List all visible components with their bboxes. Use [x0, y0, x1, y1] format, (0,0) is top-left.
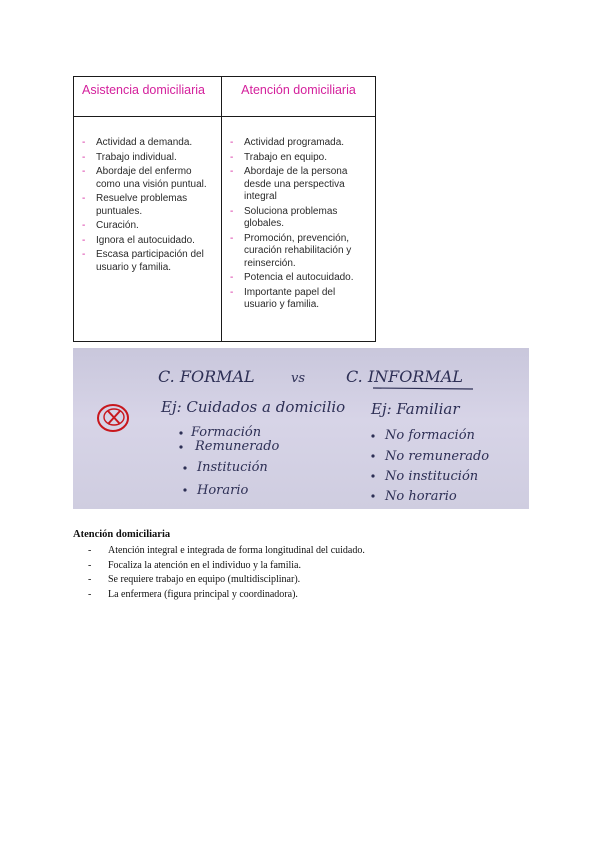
- handwritten-item-formal-1: Formación: [191, 425, 262, 440]
- list-item: - Importante papel del usuario y familia.: [230, 286, 336, 310]
- table-header-atencion: Atención domiciliaria: [222, 77, 375, 117]
- handwritten-example-right: Ej: Familiar: [371, 400, 460, 418]
- list-item: - Trabajo en equipo.: [230, 151, 328, 163]
- list-item: - Escasa participación del usuario y familia.: [82, 249, 204, 273]
- list-item: - Focaliza la atención en el individuo y la familia.: [88, 559, 301, 571]
- list-item: - Actividad programada.: [230, 137, 345, 148]
- handwritten-versus: vs: [291, 371, 306, 386]
- atencion-list: [222, 117, 375, 312]
- table-column-atencion: [221, 77, 375, 341]
- section-bullet-list: [88, 544, 365, 602]
- list-item: - Curación.: [82, 220, 139, 231]
- handwritten-title-formal: C. FORMAL: [158, 367, 255, 386]
- list-item: - Atención integral e integrada de forma longitudinal del cuidado.: [88, 545, 365, 556]
- list-item: - Se requiere trabajo en equipo (multidisciplinar).: [88, 574, 301, 586]
- list-item: - Soluciona problemas globales.: [230, 205, 338, 229]
- handwritten-notes-photo: [73, 348, 529, 509]
- list-item: - Resuelve problemas puntuales.: [82, 193, 188, 217]
- list-item: - Abordaje de la persona desde una perspectiva integral: [230, 166, 348, 202]
- handwritten-item-informal-2: No remunerado: [385, 449, 490, 464]
- handwritten-item-informal-1: No formación: [385, 428, 475, 443]
- handwritten-item-formal-3: Institución: [197, 460, 268, 475]
- title-underline: [373, 388, 473, 389]
- list-item: - Ignora el autocuidado.: [82, 234, 195, 246]
- list-item: - Trabajo individual.: [82, 151, 177, 163]
- list-item: - Abordaje del enfermo como una visión puntual.: [82, 166, 207, 190]
- red-circled-x-icon: [98, 405, 128, 431]
- list-item: - Promoción, prevención, curación rehabilitación y reinserción.: [230, 232, 352, 269]
- list-item: - Actividad a demanda.: [82, 137, 193, 148]
- handwritten-item-formal-2: Remunerado: [195, 439, 280, 454]
- comparison-table: [73, 76, 376, 342]
- list-item: - La enfermera (figura principal y coordinadora).: [88, 588, 298, 600]
- handwritten-item-informal-3: No institución: [385, 469, 479, 484]
- section-title: Atención domiciliaria: [73, 529, 171, 540]
- list-item: - Potencia el autocuidado.: [230, 272, 354, 283]
- table-header-asistencia: Asistencia domiciliaria: [74, 77, 221, 117]
- asistencia-list: [74, 117, 221, 274]
- handwritten-example-left: Ej: Cuidados a domicilio: [161, 398, 346, 416]
- handwritten-title-informal: C. INFORMAL: [346, 367, 463, 386]
- table-column-asistencia: [74, 77, 221, 341]
- handwritten-item-informal-4: No horario: [385, 489, 457, 504]
- handwritten-item-formal-4: Horario: [197, 483, 249, 498]
